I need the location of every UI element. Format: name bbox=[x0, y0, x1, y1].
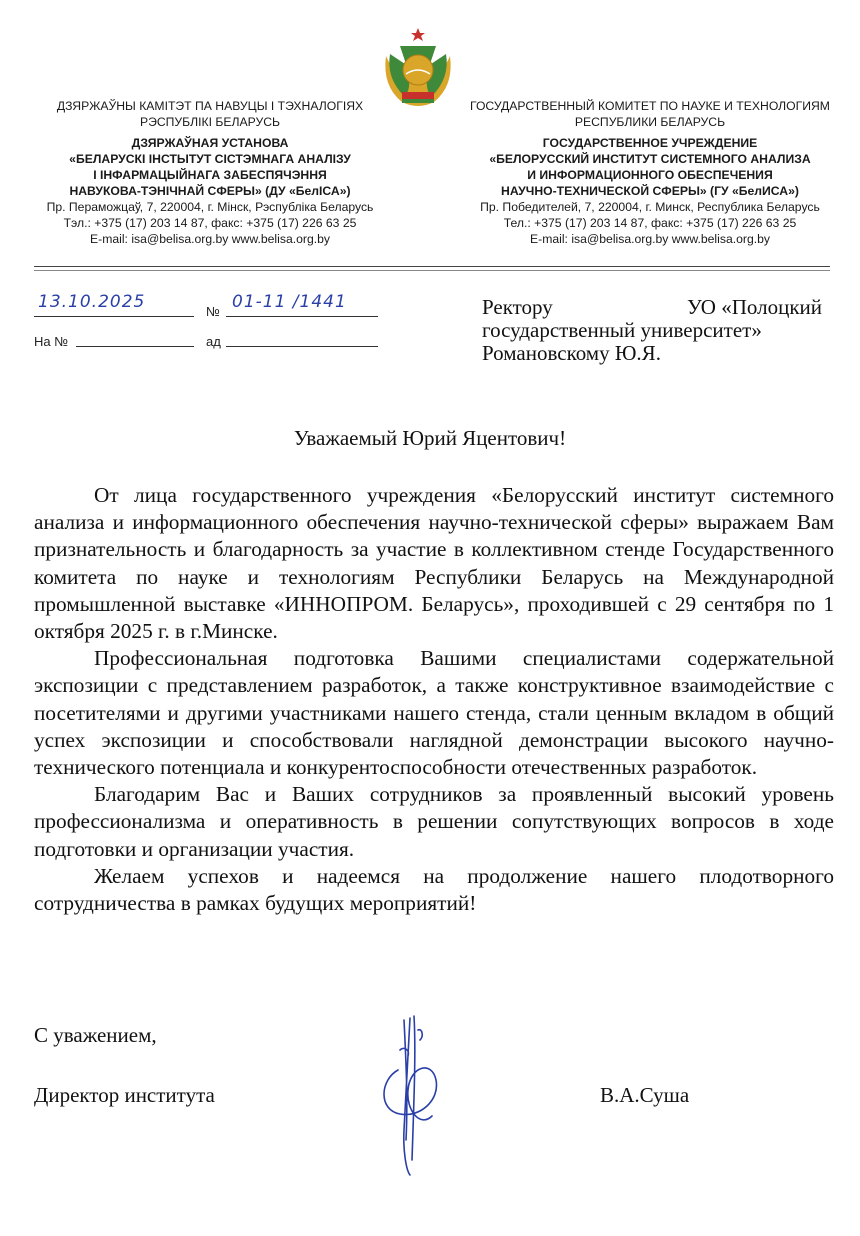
number-line bbox=[226, 316, 378, 317]
reference-line bbox=[76, 346, 194, 347]
paragraph: Профессиональная подготовка Вашими специалистами содержательной экспозиции с представлением разработок, а также конструктивное взаимодействие с посетителями и другими участниками нашего стенда, стали ценным вкладом в общий успех экспозиции и способствовали наглядной демонстрации высокого научно-технического потенциала и конкурентоспособности отечественных разработок. bbox=[34, 646, 834, 780]
letter-number: 01-11 /1441 bbox=[232, 292, 347, 312]
header-divider bbox=[34, 266, 830, 267]
paragraph: Желаем успехов и надеемся на продолжение нашего плодотворного сотрудничества в рамках будущих мероприятий! bbox=[34, 863, 834, 916]
addressee-title: Ректору bbox=[482, 295, 553, 319]
org-name-by-2: І ІНФАРМАЦЫЙНАГА ЗАБЕСПЯЧЭННЯ bbox=[93, 168, 327, 182]
org-type-ru: ГОСУДАРСТВЕННОЕ УЧРЕЖДЕНИЕ bbox=[542, 136, 758, 150]
paragraph: Благодарим Вас и Ваших сотрудников за проявленный высокий уровень профессионализма и оперативность в решении сопутствующих вопросов в ходе подготовки и организации участия. bbox=[34, 782, 834, 861]
contacts-by: E-mail: isa@belisa.org.by www.belisa.org.by bbox=[90, 232, 330, 246]
org-name-ru-1: «БЕЛОРУССКИЙ ИНСТИТУТ СИСТЕМНОГО АНАЛИЗА bbox=[489, 152, 811, 166]
org-name-ru-2: И ИНФОРМАЦИОННОГО ОБЕСПЕЧЕНИЯ bbox=[527, 168, 773, 182]
addressee-name: Романовскому Ю.Я. bbox=[482, 341, 661, 365]
handwritten-signature bbox=[370, 1010, 460, 1180]
address-by: Пр. Пераможцаў, 7, 220004, г. Мінск, Рэспубліка Беларусь bbox=[46, 200, 374, 214]
org-type-by: ДЗЯРЖАЎНАЯ УСТАНОВА bbox=[131, 136, 289, 150]
signer-name: В.А.Суша bbox=[600, 1083, 690, 1107]
letter-body bbox=[34, 482, 834, 917]
ministry-name-ru: ГОСУДАРСТВЕННЫЙ КОМИТЕТ ПО НАУКЕ И ТЕХНОЛОГИЯМ bbox=[470, 99, 830, 113]
addressee-block bbox=[482, 296, 822, 365]
country-name-by: РЭСПУБЛІКІ БЕЛАРУСЬ bbox=[139, 115, 281, 129]
ad-label: ад bbox=[206, 334, 221, 349]
signer-position: Директор института bbox=[34, 1083, 215, 1107]
contacts-ru: E-mail: isa@belisa.org.by www.belisa.org.by bbox=[530, 232, 770, 246]
ministry-name-by: ДЗЯРЖАЎНЫ КАМІТЭТ ПА НАВУЦЫ І ТЭХНАЛОГІЯХ bbox=[56, 99, 364, 113]
salutation: Уважаемый Юрий Яцентович! bbox=[293, 426, 567, 450]
paragraph: От лица государственного учреждения «Белорусский институт системного анализа и информационного обеспечения научно-технической сферы» выражаем Вам признательность и благодарность за участие в коллективном стенде Государственного комитета по науке и технологиям Республики Беларусь на Международной промышленной выставке «ИННОПРОМ. Беларусь», проходившей с 29 сентября по 1 октября 2025 г. в г.Минске. bbox=[34, 483, 834, 644]
org-name-by-1: «БЕЛАРУСКІ ІНСТЫТУТ СІСТЭМНАГА АНАЛІЗУ bbox=[69, 152, 351, 166]
closing-phrase: С уважением, bbox=[34, 1023, 157, 1047]
header-left-belarusian bbox=[10, 98, 410, 247]
address-ru: Пр. Победителей, 7, 220004, г. Минск, Республика Беларусь bbox=[480, 200, 820, 214]
header-divider-thin bbox=[34, 270, 830, 271]
reference-label: На № bbox=[34, 334, 69, 349]
org-name-ru-3: НАУЧНО-ТЕХНИЧЕСКОЙ СФЕРЫ» (ГУ «БелИСА») bbox=[501, 184, 799, 198]
header-right-russian bbox=[450, 98, 850, 247]
phone-ru: Тел.: +375 (17) 203 14 87, факс: +375 (17) 226 63 25 bbox=[503, 216, 797, 230]
addressee-org-start: УО «Полоцкий bbox=[686, 295, 822, 319]
date-line bbox=[34, 316, 194, 317]
number-label: № bbox=[206, 304, 220, 319]
ad-line bbox=[226, 346, 378, 347]
phone-by: Тэл.: +375 (17) 203 14 87, факс: +375 (17) 226 63 25 bbox=[63, 216, 357, 230]
org-name-by-3: НАВУКОВА-ТЭНІЧНАЙ СФЕРЫ» (ДУ «БелІСА») bbox=[69, 184, 351, 198]
letter-date: 13.10.2025 bbox=[38, 292, 146, 312]
country-name-ru: РЕСПУБЛИКИ БЕЛАРУСЬ bbox=[574, 115, 726, 129]
addressee-org-end: государственный университет» bbox=[482, 318, 762, 342]
